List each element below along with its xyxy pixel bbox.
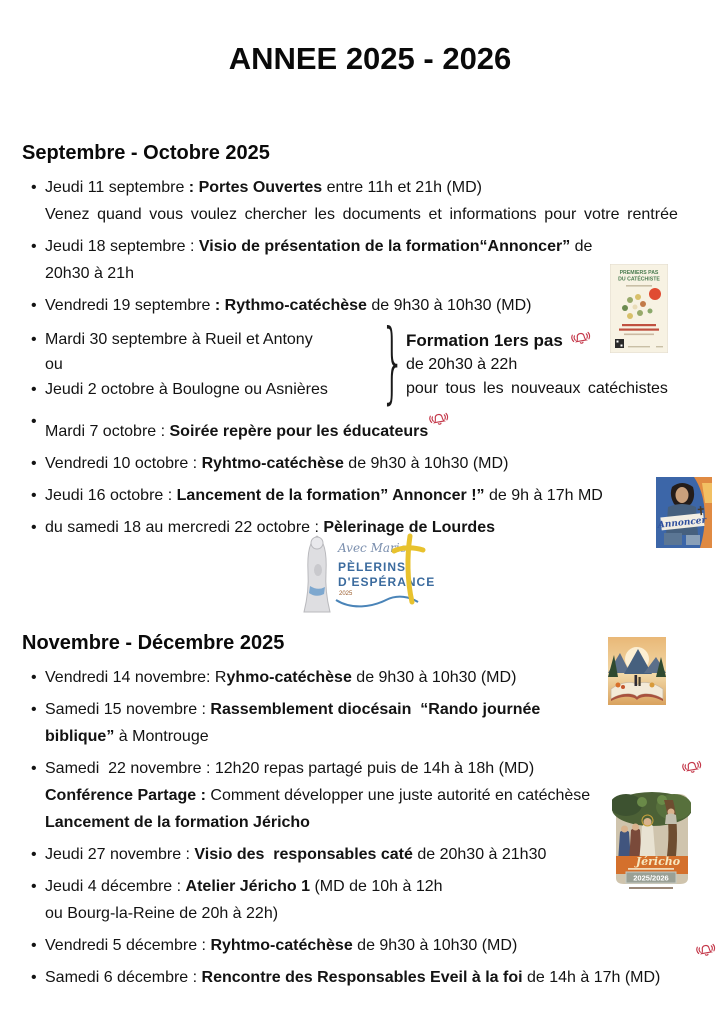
statue-hands (314, 564, 322, 576)
text-segment: Conférence Partage : (45, 787, 206, 804)
event-line (22, 177, 718, 198)
caption-line (629, 887, 673, 889)
poster-title-line1: PREMIERS PAS (619, 270, 659, 276)
lourdes-logo-area (22, 538, 718, 624)
event-line (22, 485, 718, 506)
text-segment: Samedi 6 décembre : (45, 969, 202, 986)
text-segment: yhmo-catéchèse (226, 669, 352, 686)
text-segment: Samedi 22 novembre : 12h20 repas partagé puis de 14h à 18h (MD) (45, 760, 535, 777)
event-line (22, 935, 718, 956)
event-line (22, 204, 718, 225)
text-segment: de 9h30 à 10h30 (MD) (343, 455, 509, 472)
lourdes-pilgrimage-logo (290, 530, 440, 615)
annoncer-label: Annoncer (657, 515, 707, 531)
event-list-sept-oct-part2 (22, 411, 718, 538)
event-line (22, 967, 718, 988)
foliage (612, 792, 691, 826)
jericho-poster-image (612, 792, 691, 892)
text-segment: Jeudi 27 novembre : (45, 846, 195, 863)
text-segment: Comment développer une juste autorité en catéchèse (205, 787, 591, 804)
brace-icon: } (380, 310, 406, 413)
text-segment: (MD de 10h à 12h (310, 878, 443, 895)
jericho-label: Jéricho (635, 855, 681, 868)
text-segment: Vendredi 19 septembre (45, 297, 215, 314)
text-segment: de 9h30 à 10h30 (MD) (351, 669, 517, 686)
text-segment: ou Bourg-la-Reine de 20h à 22h) (45, 905, 279, 922)
text-segment: Atelier Jéricho 1 (185, 878, 311, 895)
jericho-years: 2025/2026 (633, 873, 669, 883)
text-segment: Vendredi 10 octobre : (45, 455, 202, 472)
event-line (22, 453, 718, 474)
event-line (22, 236, 718, 257)
text-segment: de 9h à 17h MD (484, 487, 603, 504)
text-segment: Rencontre des Responsables Eveil à la foi (201, 969, 523, 986)
event-line: • Mardi 30 septembre à Rueil et Antony (22, 329, 372, 350)
text-segment: de 9h30 à 10h30 (MD) (352, 937, 518, 954)
text-segment: Visio de présentation de la formation“Annoncer” (198, 238, 571, 255)
text-segment: Ryhtmo-catéchèse (210, 937, 353, 954)
premiers-pas-poster-image (610, 264, 668, 353)
bell-icon (695, 940, 718, 960)
text-segment: : Portes Ouvertes (188, 179, 323, 196)
formation-left-column (22, 320, 372, 400)
poster-title-line2: DU CATÉCHISTE (618, 276, 660, 283)
text-segment: de 20h30 à 21h30 (412, 846, 547, 863)
text-segment: 20h30 à 21h (45, 265, 134, 282)
text-segment: Soirée repère pour les éducateurs (169, 423, 429, 440)
annoncer-poster-image (656, 477, 712, 548)
text-segment: de 14h à 17h (MD) (522, 969, 661, 986)
text-segment: Formation 1ers pas (406, 331, 563, 350)
text-segment: Visio des responsables caté (194, 846, 413, 863)
bell-icon (570, 328, 593, 348)
page-title: ANNEE 2025 - 2026 (228, 41, 512, 76)
text-segment: de 9h30 à 10h30 (MD) (366, 297, 532, 314)
bell-icon (681, 757, 704, 777)
logo-script-text: Avec Marie, (338, 541, 411, 555)
event-line (22, 903, 718, 924)
logo-line2: D'ESPÉRANCE (338, 575, 436, 589)
text-segment: Lancement de la formation” Annoncer !” (176, 487, 485, 504)
bell-icon (428, 409, 451, 429)
text-segment: entre 11h et 21h (MD) (322, 179, 482, 196)
text-segment: de (570, 238, 593, 255)
section-heading-novembre-decembre: Novembre - Décembre 2025 (22, 632, 285, 654)
statue-head (311, 537, 323, 549)
text-segment: biblique” (45, 728, 115, 745)
text-segment: Jeudi 4 décembre : (45, 878, 186, 895)
text-segment: Vendredi 14 novembre: R (45, 669, 227, 686)
event-line (22, 726, 718, 747)
text-segment: Jeudi 18 septembre : (45, 238, 199, 255)
text-segment: Ryhtmo-catéchèse (201, 455, 344, 472)
text-segment: Jeudi 16 octobre : (45, 487, 177, 504)
text-segment: Samedi 15 novembre : (45, 701, 211, 718)
bible-walk-image (608, 637, 666, 705)
logo-line1: PÈLERINS (338, 560, 407, 574)
event-line: • Jeudi 2 octobre à Boulogne ou Asnières (22, 379, 372, 400)
text-segment: à Montrouge (114, 728, 209, 745)
section-heading-septembre-octobre: Septembre - Octobre 2025 (22, 142, 270, 164)
text-segment: : Rythmo-catéchèse (214, 297, 367, 314)
wave-line (336, 597, 418, 607)
text-segment: Lancement de la formation Jéricho (45, 814, 310, 831)
formation-audience: pour tous les nouveaux catéchistes (406, 380, 668, 397)
event-line (22, 411, 718, 442)
text-segment: Mardi 7 octobre : (45, 423, 170, 440)
event-line (22, 758, 718, 779)
text-segment: Pèlerinage de Lourdes (323, 519, 495, 536)
text-segment: Jeudi 11 septembre (45, 179, 189, 196)
text-segment: du samedi 18 au mercredi 22 octobre : (45, 519, 324, 536)
text-segment: Vendredi 5 décembre : (45, 937, 211, 954)
text-segment: Venez quand vous voulez chercher les documents et informations pour votre rentrée (45, 206, 678, 223)
formation-time: de 20h30 à 22h (406, 356, 518, 373)
or-label: ou (45, 356, 63, 373)
text-segment: Rassemblement diocésain “Rando journée (210, 701, 541, 718)
logo-year: 2025 (339, 591, 353, 597)
